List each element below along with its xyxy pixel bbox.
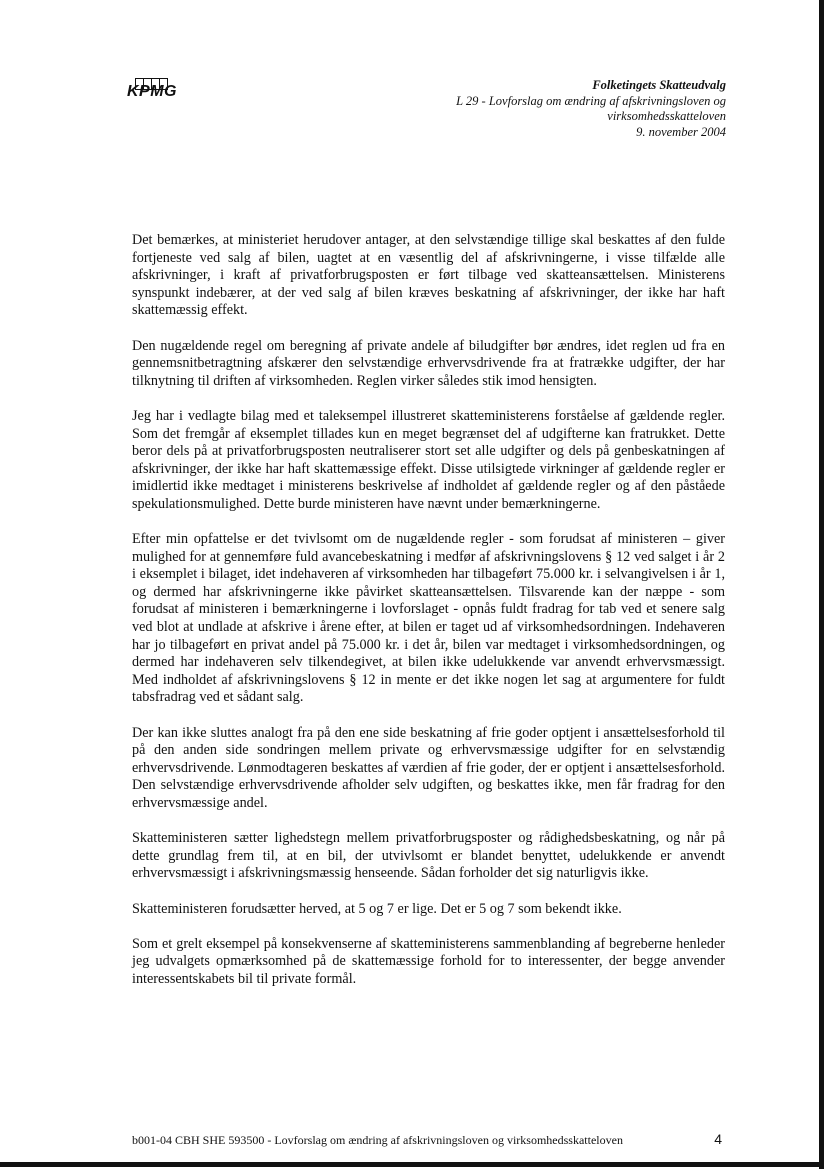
scan-edge-right [819, 0, 824, 1169]
paragraph-8: Som et grelt eksempel på konsekvenserne af skatteministerens sammenblanding af begreberne henleder jeg udvalgets opmærksomhed på de skattemæssige forhold for to interessenter, der begge anvender interessentskabets bil til private formål. [132, 935, 725, 987]
document-footer: b001-04 CBH SHE 593500 - Lovforslag om ændring af afskrivningsloven og virksomhedsskatteloven [132, 1133, 623, 1147]
paragraph-7: Skatteministeren forudsætter herved, at 5 og 7 er lige. Det er 5 og 7 som bekendt ikke. [132, 900, 622, 917]
scan-edge-bottom [0, 1162, 824, 1167]
document-header [396, 78, 726, 140]
header-date: 9. november 2004 [636, 124, 726, 139]
paragraph-5: Der kan ikke sluttes analogt fra på den ene side beskatning af frie goder optjent i ansættelsesforhold til på den anden side sondringen mellem private og erhvervsmæssige udgifter for en selvstændig erhvervsdrivende. Lønmodtageren beskattes af værdien af frie goder, der er optjent i ansættelsesforhold. Den selvstændige erhvervsdrivende afholder selv udgiften, og beskattes ikke, men får fradrag for den erhvervsmæssige andel. [132, 724, 725, 811]
paragraph-6: Skatteministeren sætter lighedstegn mellem privatforbrugsposter og rådighedsbeskatning, og når på dette grundlag frem til, at en bil, der utvivlsomt er blandet benyttet, udelukkende er anvendt erhvervsmæssigt i afskrivningsmæssig henseende. Sådan forholder det sig naturligvis ikke. [132, 830, 725, 882]
paragraph-2: Den nugældende regel om beregning af private andele af biludgifter bør ændres, idet reglen ud fra en gennemsnitbetragtning afskærer den selvstændige erhvervsdrivende fra at fratrække udgifter, der har tilknytning til driften af virksomheden. Reglen virker således stik imod hensigten. [132, 337, 725, 389]
kpmg-logo [127, 78, 177, 100]
header-organization: Folketingets Skatteudvalg [592, 78, 726, 92]
header-subject-line2: virksomhedsskatteloven [607, 109, 726, 124]
header-subject-line1: L 29 - Lovforslag om ændring af afskrivningsloven og [456, 93, 726, 108]
paragraph-4: Efter min opfattelse er det tvivlsomt om de nugældende regler - som forudsat af ministeren – giver mulighed for at gennemføre fuld avancebeskatning i medfør af afskrivningslovens § 12 ved salget i år 2 i eksemplet i bilaget, idet indehaveren af virksomheden har tilbageført 75.000 kr. i selvangivelsen i år 1, og dermed har afskrivningerne ikke påvirket skatteansættelsen. Tilsvarende kan der næppe - som forudsat af ministeren i bemærkningerne i lovforslaget - opnås fuldt fradrag for tab ved et senere salg ved blot at undlade at afskrive i årene efter, at bilen er taget ud af virksomhedsordningen. Indehaveren har jo tilbageført en privat andel på 75.000 kr. i det år, bilen var medtaget i virksomhedsordningen, og dermed har indehaveren selv tilkendegivet, at bilen ikke udelukkende var anvendt erhvervsmæssigt. Med indholdet af afskrivningslovens § 12 in mente er det ikke nogen let sag at argumentere for fuldt tabsfradrag ved et sådant salg. [132, 531, 725, 706]
paragraph-1: Det bemærkes, at ministeriet herudover antager, at den selvstændige tillige skal beskattes af den fulde fortjeneste ved salg af bilen, uagtet at en væsentlig del af afskrivningerne, i visse tilfælde alle afskrivninger, i kraft af privatforbrugsposten er ført tilbage ved skatteansættelsen. Ministerens synspunkt indebærer, at der ved salg af bilen kræves beskatning af afskrivninger, der ikke har haft skattemæssig effekt. [132, 232, 725, 319]
document-body [132, 232, 725, 1006]
page-number: 4 [714, 1131, 722, 1147]
paragraph-3: Jeg har i vedlagte bilag med et taleksempel illustreret skatteministerens forståelse af gældende regler. Som det fremgår af eksemplet tillades kun en meget begrænset del af udgifterne kan fratrukket. Dette beror dels på at privatforbrugsposten neutraliserer stort set alle udgifter og dels på genbeskatningen af afskrivninger, der ikke har haft skattemæssige effekt. Disse utilsigtede virkninger af gældende regler er imidlertid ikke medtaget i ministerens beskrivelse af indholdet af gældende regler og af den påståede spekulationsmulighed. Dette burde ministeren have nævnt under bemærkningerne. [132, 407, 725, 512]
logo-text: KPMG [127, 83, 177, 100]
